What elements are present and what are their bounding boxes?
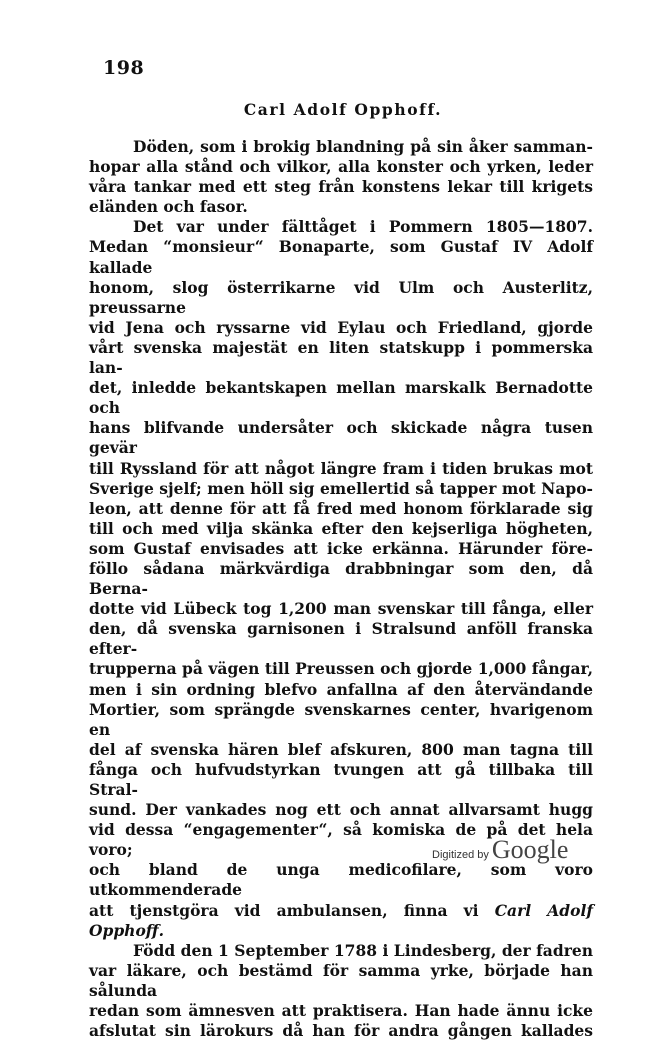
text-line: honom, slog österrikarne vid Ulm och Austerlitz, preussarne [89,277,593,317]
text-line: sund. Der vankades nog ett och annat allvarsamt hugg [89,800,593,820]
text-line: hans blifvande undersåter och skickade några tusen gevär [89,418,593,458]
text-line: men i sin ordning blefvo anfallna af den återvändande [89,679,593,699]
text-fragment: att tjenstgöra vid ambulansen, finna vi [89,900,479,920]
paragraph-1 [89,137,593,217]
text-line: Född den 1 September 1788 i Lindesberg, der fadren [133,940,593,960]
page-number: 198 [103,57,145,79]
text-line: eländen och fasor. [89,197,248,217]
watermark-prefix: Digitized by [432,849,489,861]
text-line: afslutat sin lärokurs då han för andra gången kallades [89,1021,593,1041]
text-line: Det var under fälttåget i Pommern 1805—1807. [133,217,593,237]
person-name: Carl Adolf Opphoff. [89,900,594,940]
paragraph-3 [89,941,593,1041]
text-line: redan som ämnesven att praktisera. Han hade ännu icke [89,1001,593,1021]
text-line: föllo sådana märkvärdiga drabbningar som den, då Berna- [89,558,593,599]
text-line: Mortier, som sprängde svenskarnes center, hvarigenom en [89,699,593,739]
text-line: vid Jena och ryssarne vid Eylau och Friedland, gjorde [89,317,593,337]
text-line: del af svenska hären blef afskuren, 800 man tagna till [89,739,593,759]
text-line: fånga och hufvudstyrkan tvungen att gå tillbaka till Stral- [89,759,593,799]
text-line: våra tankar med ett steg från konstens lekar till krigets [89,177,593,197]
text-line: Medan “monsieur“ Bonaparte, som Gustaf IV Adolf kallade [89,237,593,277]
text-line: vid dessa “engagementer“, så komiska de på det hela voro; [89,820,593,860]
text-line: till och med vilja skänka efter den kejserliga högheten, [89,518,593,538]
text-line: dotte vid Lübeck tog 1,200 man svenskar till fånga, eller [89,599,593,619]
paragraph-2 [89,217,593,940]
text-line: leon, att denne för att få fred med honom förklarade sig [89,498,593,518]
text-line-with-name [89,901,593,941]
digitized-watermark [432,835,568,865]
text-line: Sverige sjelf; men höll sig emellertid så tapper mot Napo- [89,478,593,498]
text-line: och bland de unga medicofilare, som voro utkommenderade [89,860,593,900]
text-line: vårt svenska majestät en liten statskupp i pommerska lan- [89,337,593,378]
running-title: Carl Adolf Opphoff. [243,100,443,119]
text-line: hopar alla stånd och vilkor, alla konster och yrken, leder [89,157,593,177]
text-line: trupperna på vägen till Preussen och gjorde 1,000 fångar, [89,659,593,679]
text-line: som Gustaf envisades att icke erkänna. Härunder före- [89,538,593,558]
body-text [89,137,593,1041]
text-line: till Ryssland för att något längre fram i tiden brukas mot [89,458,593,478]
text-line: det, inledde bekantskapen mellan marskalk Bernadotte och [89,378,593,418]
text-line: Döden, som i brokig blandning på sin åker samman- [133,137,593,156]
watermark-brand: Google [491,835,569,864]
text-line: var läkare, och bestämd för samma yrke, började han sålunda [89,960,593,1000]
text-line: den, då svenska garnisonen i Stralsund anföll franska efter- [89,619,593,659]
